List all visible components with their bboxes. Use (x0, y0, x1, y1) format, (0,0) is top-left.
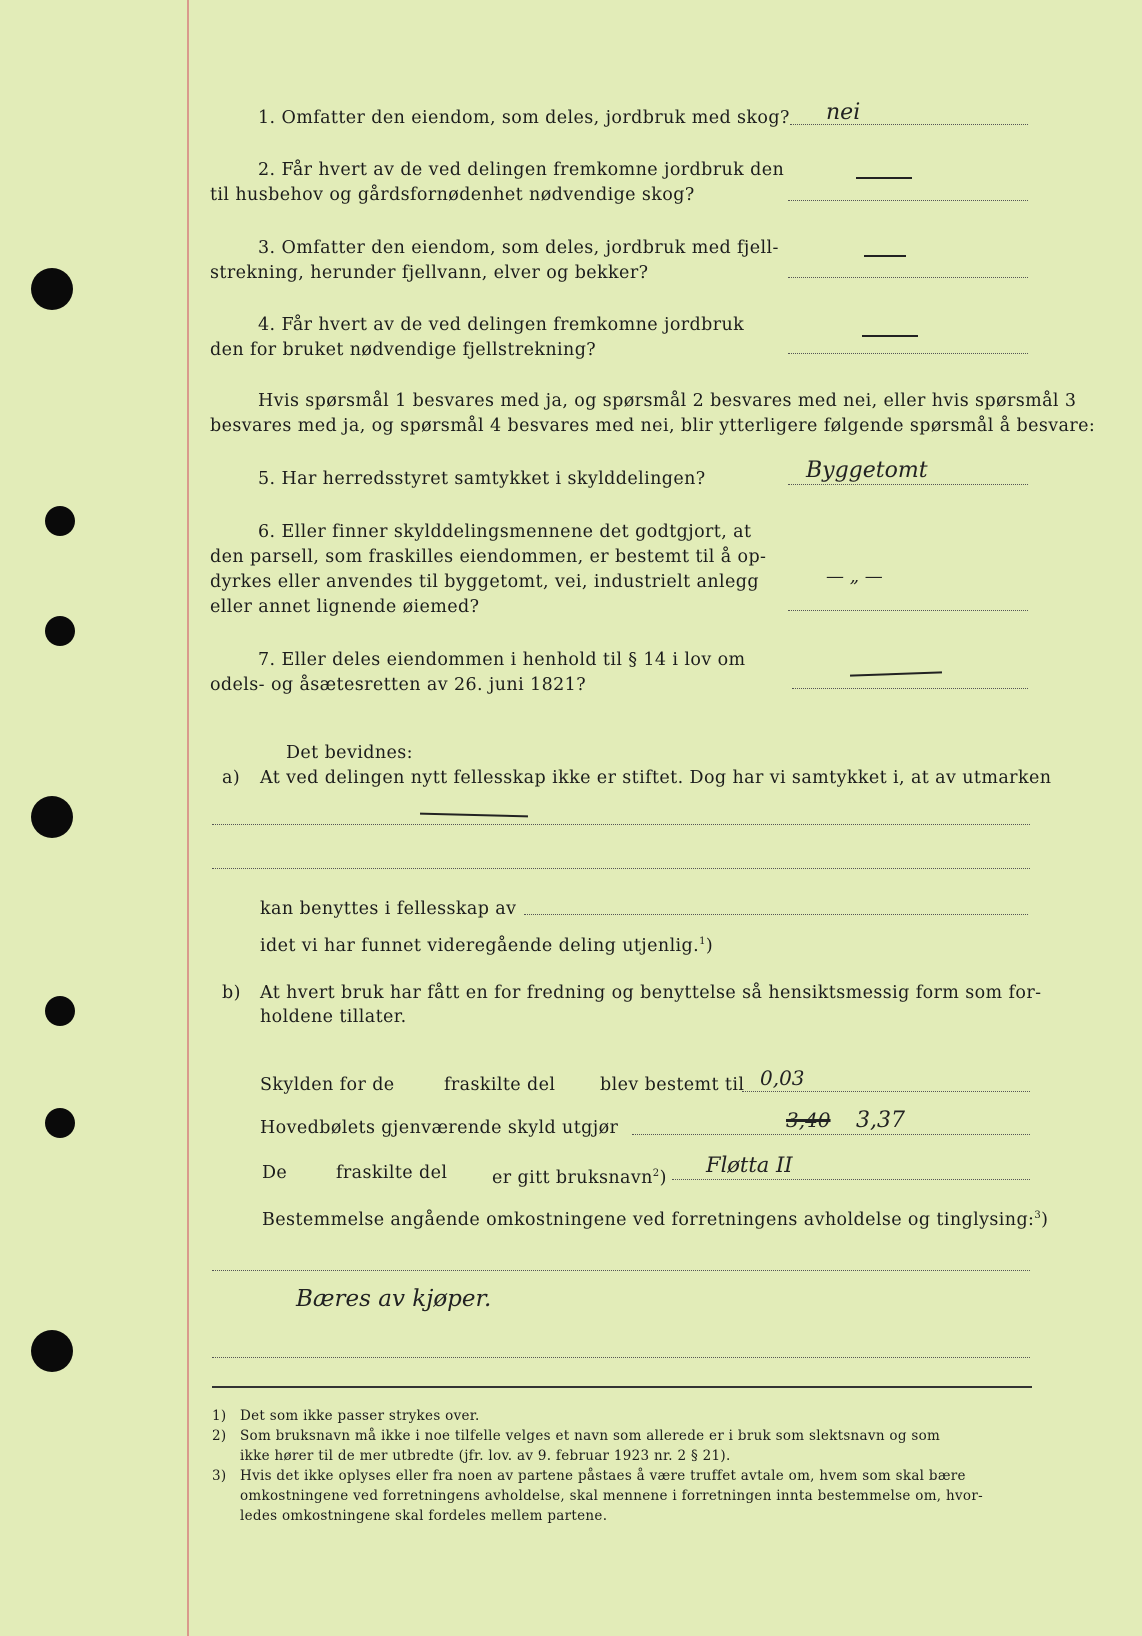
footnote-3-mark: 3) (212, 1468, 227, 1484)
certify-b-line-2: holdene tillater. (260, 1007, 407, 1027)
footnote-1-mark: 1) (212, 1408, 227, 1424)
certify-a-text: At ved delingen nytt fellesskap ikke er stiftet. Dog har vi samtykket i, at av utmarken (260, 768, 1052, 788)
cost-line-1 (212, 1270, 1030, 1271)
idet-text: idet vi har funnet videregående deling utjenlig.$^1$) (260, 935, 714, 956)
footnote-3-line-2: omkostningene ved forretningens avholdelse, skal mennene i forretningen innta bestemmelse om, hvor- (240, 1488, 983, 1504)
footnote-2-line-1: Som bruksnavn må ikke i noe tilfelle velges et navn som allerede er i bruk som slektsnavn og som (240, 1428, 941, 1444)
certify-b-label: b) (222, 983, 241, 1003)
skyld-line-3-c: er gitt bruksnavn (492, 1167, 653, 1188)
footnote-3-line-1: Hvis det ikke oplyses eller fra noen av partene påstaes å være truffet avtale om, hvem som skal bære (240, 1468, 966, 1484)
question-6-line-4: eller annet lignende øiemed? (210, 597, 480, 617)
question-1: 1. Omfatter den eiendom, som deles, jordbruk med skog? (258, 108, 790, 128)
question-6-line-2: den parsell, som fraskilles eiendommen, er bestemt til å op- (210, 547, 767, 567)
cost-value: Bæres av kjøper. (296, 1286, 492, 1312)
certify-a-fill (420, 813, 528, 818)
answer-line-2 (788, 200, 1028, 201)
certify-b-line-1: At hvert bruk har fått en for fredning og benyttelse så hensiktsmessig form som for- (260, 983, 1042, 1003)
footnote-ref-3: 3 (1034, 1210, 1042, 1221)
answer-line-7 (792, 688, 1028, 689)
question-4-line-1: 4. Får hvert av de ved delingen fremkomne jordbruk (258, 315, 745, 335)
skyld-line-3-c-wrap: er gitt bruksnavn$^2$) (492, 1167, 667, 1188)
footnote-3-line-3: ledes omkostningene skal fordeles mellem partene. (240, 1508, 608, 1524)
punch-hole (45, 506, 75, 536)
question-4-line-2: den for bruket nødvendige fjellstrekning? (210, 340, 597, 360)
answer-2 (856, 177, 912, 179)
footnote-ref-2: 2 (652, 1168, 660, 1179)
kan-benyttes-line (524, 914, 1028, 915)
skyld-line-2: Hovedbølets gjenværende skyld utgjør (260, 1118, 619, 1138)
answer-5: Byggetomt (806, 458, 928, 483)
question-6-line-1: 6. Eller finner skylddelingsmennene det godtgjort, at (258, 522, 752, 542)
question-7-line-1: 7. Eller deles eiendommen i henhold til § 14 i lov om (258, 650, 746, 670)
answer-line-5 (788, 484, 1028, 485)
certify-line-2 (212, 868, 1030, 869)
answer-1: nei (826, 100, 861, 125)
skyld-line-2-dots (632, 1134, 1030, 1135)
footnote-ref-1: 1 (699, 936, 706, 947)
skyld-line-3-dots (672, 1179, 1030, 1180)
skyld-line-3-a: De (262, 1163, 288, 1183)
skyld-line-4-wrap: Bestemmelse angående omkostningene ved forretningens avholdelse og tinglysing:$^3$) (262, 1209, 1049, 1230)
punch-hole (45, 1108, 75, 1138)
footnote-rule (212, 1386, 1032, 1388)
question-6-line-3: dyrkes eller anvendes til byggetomt, vei, industrielt anlegg (210, 572, 759, 592)
punch-hole (31, 796, 73, 838)
footnote-1: Det som ikke passer strykes over. (240, 1408, 480, 1424)
answer-7 (850, 671, 942, 676)
punch-hole (31, 1330, 73, 1372)
skyld-line-1-b: fraskilte del (444, 1075, 556, 1095)
idet-text-body: idet vi har funnet videregående deling utjenlig. (260, 935, 700, 956)
punch-hole (45, 616, 75, 646)
intro-line-1: Hvis spørsmål 1 besvares med ja, og spørsmål 2 besvares med nei, eller hvis spørsmål 3 (258, 391, 1077, 411)
footnote-2-line-2: ikke hører til de mer utbredte (jfr. lov. av 9. februar 1923 nr. 2 § 21). (240, 1448, 731, 1464)
skyld-line-1-dots (742, 1091, 1030, 1092)
skyld-struck-value: 3,40 (786, 1108, 831, 1132)
skyld-value-2: 3,37 (856, 1108, 905, 1133)
answer-3 (864, 255, 906, 257)
skyld-line-1-a: Skylden for de (260, 1075, 395, 1095)
footnote-2-mark: 2) (212, 1428, 227, 1444)
question-5: 5. Har herredsstyret samtykket i skylddelingen? (258, 469, 706, 489)
punch-hole (45, 996, 75, 1026)
skyld-line-3-b: fraskilte del (336, 1163, 448, 1183)
question-3-line-1: 3. Omfatter den eiendom, som deles, jordbruk med fjell- (258, 238, 779, 258)
punch-hole (31, 268, 73, 310)
skyld-value-1: 0,03 (760, 1066, 805, 1090)
question-3-line-2: strekning, herunder fjellvann, elver og bekker? (210, 263, 649, 283)
skyld-line-4: Bestemmelse angående omkostningene ved forretningens avholdelse og tinglysing: (262, 1209, 1035, 1230)
certify-a-label: a) (222, 768, 241, 788)
answer-line-6 (788, 610, 1028, 611)
question-7-line-2: odels- og åsætesretten av 26. juni 1821? (210, 675, 586, 695)
certify-line-1 (212, 824, 1030, 825)
answer-line-3 (788, 277, 1028, 278)
skyld-line-1-c: blev bestemt til (600, 1075, 745, 1095)
intro-line-2: besvares med ja, og spørsmål 4 besvares med nei, blir ytterligere følgende spørsmål å besvare: (210, 416, 1096, 436)
answer-4 (862, 335, 918, 337)
margin-line (187, 0, 189, 1636)
question-2-line-1: 2. Får hvert av de ved delingen fremkomne jordbruk den (258, 160, 785, 180)
answer-line-4 (788, 353, 1028, 354)
cost-line-2 (212, 1357, 1030, 1358)
answer-6: — „ — (826, 566, 883, 587)
skyld-value-3: Fløtta II (706, 1153, 793, 1177)
certify-heading: Det bevidnes: (286, 743, 413, 763)
kan-benyttes-text: kan benyttes i fellesskap av (260, 899, 517, 919)
question-2-line-2: til husbehov og gårdsfornødenhet nødvendige skog? (210, 185, 695, 205)
